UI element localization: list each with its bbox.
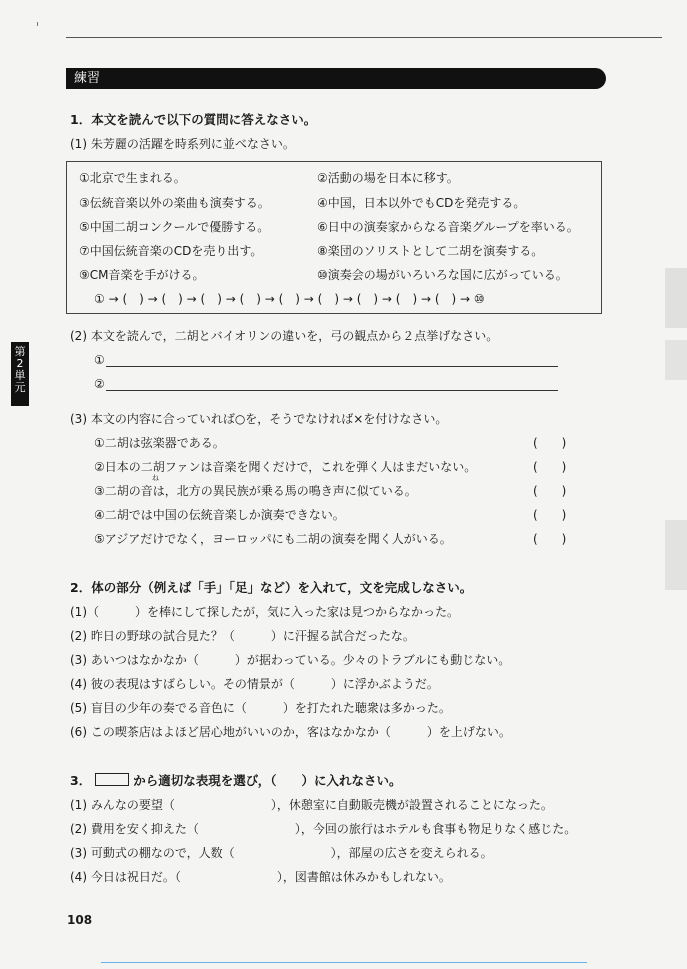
side-tab-char: 2: [16, 357, 24, 370]
event-item: ③伝統音楽以外の楽曲も演奏する。: [79, 196, 270, 210]
event-item: ⑧楽団のソリストとして二胡を演奏する。: [317, 244, 544, 258]
tf-answer-box[interactable]: ( ): [533, 436, 567, 450]
side-tab-char: 元: [14, 381, 26, 394]
margin-mark: [37, 22, 38, 26]
q3-heading-number: 3．: [70, 773, 92, 788]
event-item: ⑦中国伝統音楽のCDを売り出す。: [79, 244, 263, 258]
q3-item[interactable]: (1) みんなの要望（ ），休憩室に自動販売機が設置されることになった。: [70, 798, 553, 812]
q2-item[interactable]: (5) 盲目の少年の奏でる音色に（ ）を打たれた聴衆は多かった。: [70, 701, 451, 715]
tf-item: ④二胡では中国の伝統音楽しか演奏できない。: [94, 508, 345, 522]
event-item: ⑨CM音楽を手がける。: [79, 268, 205, 282]
tf-item: ①二胡は弦楽器である。: [94, 436, 225, 450]
event-item: ⑤中国二胡コンクールで優勝する。: [79, 220, 270, 234]
unit-side-tab: [11, 342, 29, 406]
q2-item[interactable]: (2) 昨日の野球の試合見た？（ ）に汗握る試合だったな。: [70, 629, 415, 643]
page-number: 108: [67, 913, 93, 927]
q3-heading-text: から適切な表現を選び，（ ）に入れなさい。: [133, 773, 402, 788]
tf-item: ⑤アジアだけでなく，ヨーロッパにも二胡の演奏を聞く人がいる。: [94, 532, 452, 546]
q2-item[interactable]: (1)（ ）を棒にして探したが，気に入った家は見つからなかった。: [70, 605, 460, 619]
q3-item[interactable]: (3) 可動式の棚なので，人数（ ），部屋の広さを変えられる。: [70, 846, 493, 860]
word-box: [95, 773, 129, 786]
q2-item[interactable]: (6) この喫茶店はよほど居心地がいいのか，客はなかなか（ ）を上げない。: [70, 725, 511, 739]
event-item: ⑩演奏会の場がいろいろな国に広がっている。: [317, 268, 568, 282]
side-tab-char: 単: [14, 369, 26, 382]
sequence-answer-row[interactable]: ① → ( ) → ( ) → ( ) → ( ) → ( ) → ( ) → ( ) → ( ) → ( ) → ⑩: [94, 292, 485, 306]
scan-artifact: [665, 340, 687, 380]
scan-artifact: [665, 268, 687, 328]
q1-p1-prompt: (1) 朱芳麗の活躍を時系列に並べなさい。: [70, 137, 295, 151]
section-banner: 練習: [66, 68, 606, 89]
q3-item[interactable]: (2) 費用を安く抑えた（ ），今回の旅行はホテルも食事も物足りなく感じた。: [70, 822, 577, 836]
event-item: ④中国，日本以外でもCDを発売する。: [317, 196, 526, 210]
q3-heading: [70, 773, 401, 789]
q3-item[interactable]: (4) 今日は祝日だ。（ ），図書館は休みかもしれない。: [70, 870, 451, 884]
tf-answer-box[interactable]: ( ): [533, 508, 567, 522]
q2-heading: 2．体の部分（例えば「手」「足」など）を入れて，文を完成しなさい。: [70, 580, 473, 595]
tf-item: ③二胡の音は，北方の異民族が乗る馬の鳴き声に似ている。: [94, 484, 417, 498]
answer-line-1[interactable]: [106, 366, 558, 367]
tf-answer-box[interactable]: ( ): [533, 532, 567, 546]
q1-p3-prompt: (3) 本文の内容に合っていれば○を，そうでなければ×を付けなさい。: [70, 412, 448, 426]
answer-line-2[interactable]: [106, 390, 558, 391]
footer-rule: [101, 962, 587, 963]
tf-item: ②日本の二胡ファンは音楽を聞くだけで，これを弾く人はまだいない。: [94, 460, 477, 474]
scan-artifact: [665, 520, 687, 590]
event-item: ②活動の場を日本に移す。: [317, 171, 459, 185]
event-item: ⑥日中の演奏家からなる音楽グループを率いる。: [317, 220, 579, 234]
event-item: ①北京で生まれる。: [79, 171, 186, 185]
tf-answer-box[interactable]: ( ): [533, 460, 567, 474]
ruby-annotation: ね: [152, 474, 159, 482]
blank-label: ①: [94, 353, 105, 367]
tf-answer-box[interactable]: ( ): [533, 484, 567, 498]
side-tab-char: 第: [14, 345, 26, 358]
q1-p2-prompt: (2) 本文を読んで，二胡とバイオリンの違いを，弓の観点から２点挙げなさい。: [70, 329, 499, 343]
q2-item[interactable]: (3) あいつはなかなか（ ）が据わっている。少々のトラブルにも動じない。: [70, 653, 511, 667]
q2-item[interactable]: (4) 彼の表現はすばらしい。その情景が（ ）に浮かぶようだ。: [70, 677, 439, 691]
blank-label: ②: [94, 377, 105, 391]
q1-heading: 1．本文を読んで以下の質問に答えなさい。: [70, 112, 317, 127]
header-rule: [66, 37, 662, 38]
